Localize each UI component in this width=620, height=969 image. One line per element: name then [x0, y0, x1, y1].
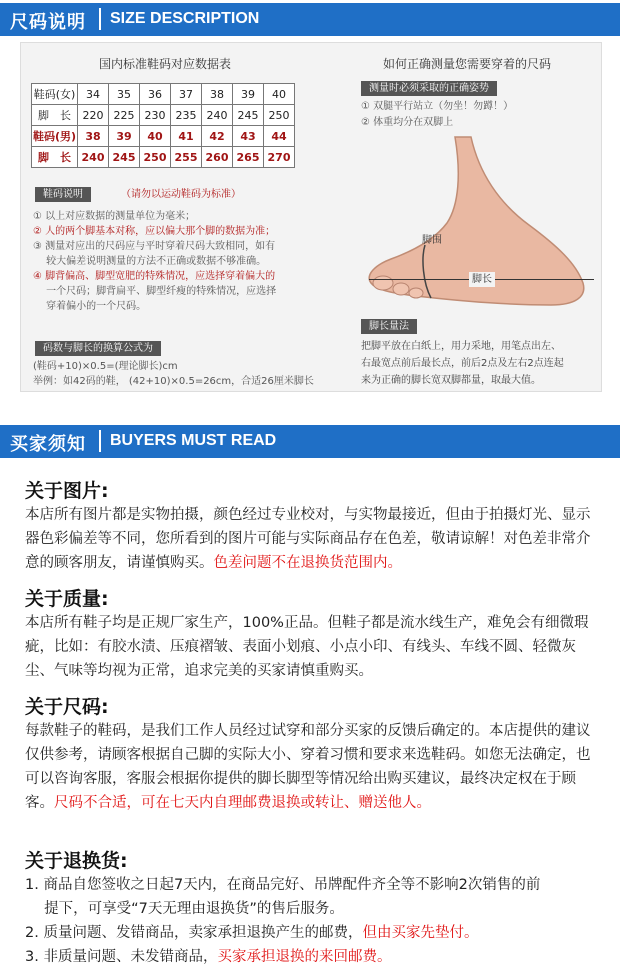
size-table-cell: 41 — [171, 126, 202, 147]
size-table-cell: 39 — [109, 126, 140, 147]
section-title: 关于图片: — [25, 480, 109, 502]
size-note-item: ③ 测量对应出的尺码应与平时穿着尺码大致相同，如有 — [33, 241, 276, 252]
size-table-cell: 245 — [233, 105, 264, 126]
banner-separator — [99, 8, 101, 30]
method-line-2: 右最宽点前后最长点，前后2点及左右2点连起 — [361, 358, 564, 369]
size-table-cell: 37 — [171, 84, 202, 105]
red-note: 但由买家先垫付。 — [362, 925, 479, 941]
size-table-cell: 245 — [109, 147, 140, 168]
section-pictures — [25, 476, 600, 575]
measure-item-2: ② 体重均分在双脚上 — [361, 117, 454, 128]
size-table-cell: 240 — [78, 147, 109, 168]
size-note-item: ④ 脚背偏高、脚型宽肥的特殊情况，应选择穿着偏大的 — [33, 271, 276, 282]
size-table-cell: 39 — [233, 84, 264, 105]
foot-length-label: 脚长 — [469, 272, 495, 287]
section-returns — [25, 846, 600, 969]
size-note-item: 穿着偏小的一个尺码。 — [33, 301, 147, 312]
size-table-cell: 270 — [264, 147, 295, 168]
size-table-cell: 35 — [109, 84, 140, 105]
foot-girth-label: 脚围 — [422, 235, 442, 246]
size-note-item: 较大偏差说明测量的方法不正确或数据不够准确。 — [33, 256, 267, 267]
section-title: 关于尺码: — [25, 696, 109, 718]
size-table-cell: 40 — [140, 126, 171, 147]
size-table-cell: 250 — [140, 147, 171, 168]
size-note-item: ② 人的两个脚基本对称，应以偏大那个脚的数据为准； — [33, 226, 276, 237]
size-table-row — [32, 147, 295, 168]
formula-tag: 码数与脚长的换算公式为 — [35, 341, 161, 356]
size-table-cell: 36 — [140, 84, 171, 105]
section-title: 关于退换货: — [25, 850, 128, 872]
size-table-cell: 38 — [202, 84, 233, 105]
formula-line-1: (鞋码+10)×0.5=(理论脚长)cm — [33, 361, 178, 372]
size-table-label: 鞋码(女) — [32, 84, 78, 105]
returns-item: 2. 质量问题、发错商品，卖家承担退换产生的邮费，但由买家先垫付。 — [25, 925, 479, 941]
size-table-label: 脚 长 — [32, 147, 78, 168]
red-note: 尺码不合适，可在七天内自理邮费退换或转让、赠送他人。 — [54, 795, 431, 811]
section-body: 本店所有鞋子均是正规厂家生产，100%正品。但鞋子都是流水线生产，难免会有细微瑕疵，比如：有胶水渍、压痕褶皱、表面小划痕、小点小印、有线头、车线不圆、轻微灰尘、气味等均视为正常，追求完美的买家请慎重购买。 — [25, 615, 589, 679]
size-table-cell: 265 — [233, 147, 264, 168]
section-size — [25, 692, 600, 815]
size-note-item: ① 以上对应数据的测量单位为毫米； — [33, 211, 196, 222]
size-table-cell: 225 — [109, 105, 140, 126]
size-note-list — [33, 209, 333, 314]
banner-title-cn: 买家须知 — [10, 434, 86, 455]
returns-item: 3. 非质量问题、未发错商品，买家承担退换的来回邮费。 — [25, 949, 392, 965]
size-note-tag: 鞋码说明 — [35, 187, 91, 202]
method-line-1: 把脚平放在白纸上，用力采地，用笔点出左、 — [361, 341, 561, 352]
size-table-cell: 40 — [264, 84, 295, 105]
size-note-hint: （请勿以运动鞋码为标准） — [121, 189, 241, 200]
measure-title: 如何正确测量您需要穿着的尺码 — [383, 57, 552, 71]
red-note: 色差问题不在退换货范围内。 — [213, 555, 402, 571]
size-table-cell: 34 — [78, 84, 109, 105]
section-body: 本店所有图片都是实物拍摄，颜色经过专业校对，与实物最接近，但由于拍摄灯光、显示器色彩偏差等不同，您所看到的图片可能与实际商品存在色差，敬请谅解！对色差非常介意的顾客朋友，请谨慎购买。色差问题不在退换货范围内。 — [25, 507, 591, 571]
buyers-must-read-banner — [0, 425, 620, 458]
size-table-row — [32, 84, 295, 105]
size-table-cell: 220 — [78, 105, 109, 126]
returns-item: 1. 商品自您签收之日起7天内，在商品完好、吊牌配件齐全等不影响2次销售的前 — [25, 877, 541, 893]
size-table-row — [32, 105, 295, 126]
formula-line-2: 举例：如42码的鞋， (42+10)×0.5=26cm，合适26厘米脚长 — [33, 376, 314, 387]
size-table-cell: 240 — [202, 105, 233, 126]
size-table — [31, 83, 295, 168]
measure-posture-tag: 测量时必须采取的正确姿势 — [361, 81, 497, 96]
size-table-cell: 235 — [171, 105, 202, 126]
banner-title-en: SIZE DESCRIPTION — [110, 10, 260, 27]
method-line-3: 来为正确的脚长宽双脚都量，取最大值。 — [361, 375, 541, 386]
size-table-cell: 42 — [202, 126, 233, 147]
size-table-cell: 260 — [202, 147, 233, 168]
size-table-cell: 43 — [233, 126, 264, 147]
measure-item-1: ① 双腿平行站立（勿坐！勿蹲！） — [361, 101, 514, 112]
size-table-cell: 230 — [140, 105, 171, 126]
size-table-cell: 44 — [264, 126, 295, 147]
size-table-title: 国内标准鞋码对应数据表 — [99, 57, 232, 71]
size-description-banner — [0, 3, 620, 36]
size-note-item: 一个尺码；脚背扁平、脚型纤瘦的特殊情况，应选择 — [33, 286, 277, 297]
banner-separator — [99, 430, 101, 452]
banner-title-cn: 尺码说明 — [10, 12, 86, 33]
size-table-label: 鞋码(男) — [32, 126, 78, 147]
section-body: 每款鞋子的鞋码，是我们工作人员经过试穿和部分买家的反馈后确定的。本店提供的建议仅供参考，请顾客根据自己脚的实际大小、穿着习惯和要求来选鞋码。如您无法确定，也可以咨询客服，客服会根据你提供的脚长脚型等情况给出购买建议，最终决定权在于顾客。尺码不合适，可在七天内自理邮费退换或转让、赠送他人。 — [25, 723, 591, 811]
returns-item: 提下，可享受“7天无理由退换货”的售后服务。 — [25, 901, 344, 917]
size-table-cell: 38 — [78, 126, 109, 147]
size-table-row — [32, 126, 295, 147]
method-tag: 脚长量法 — [361, 319, 417, 334]
banner-title-en: BUYERS MUST READ — [110, 432, 277, 449]
red-note: 买家承担退换的来回邮费。 — [217, 949, 392, 965]
size-table-label: 脚 长 — [32, 105, 78, 126]
size-table-cell: 250 — [264, 105, 295, 126]
section-title: 关于质量: — [25, 588, 109, 610]
returns-list — [25, 873, 600, 969]
size-info-panel — [20, 42, 602, 392]
size-table-cell: 255 — [171, 147, 202, 168]
section-quality — [25, 584, 600, 683]
